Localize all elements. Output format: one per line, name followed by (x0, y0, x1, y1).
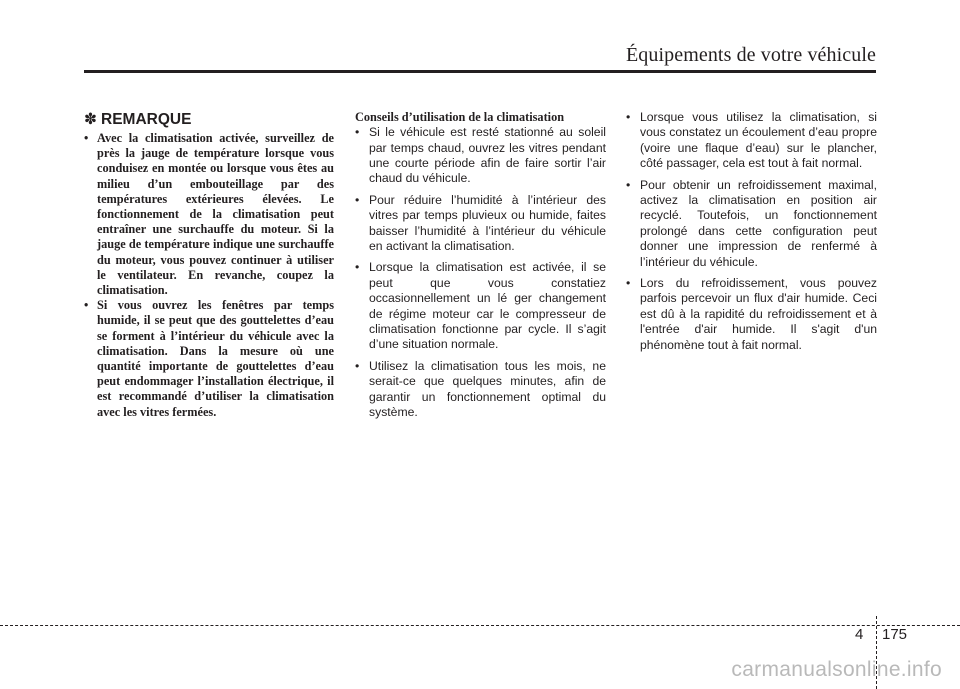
list-item (84, 131, 334, 298)
tips-list (626, 110, 877, 353)
list-item-text: Lorsque vous utilisez la climatisation, si vous constatez un écoulement d’eau propre (voire une flaque d’eau) sur le plancher, côté passager, cela est tout à fait normal. (640, 110, 877, 171)
bullet-icon: • (626, 177, 631, 192)
asterisk-icon: ✽ (84, 111, 97, 128)
list-item (84, 298, 334, 420)
watermark: carmanualsonline.info (731, 658, 942, 681)
bullet-icon: • (355, 260, 360, 275)
conseils-title: Conseils d’utilisation de la climatisation (355, 110, 565, 124)
bullet-icon: • (84, 298, 89, 313)
bullet-icon: • (84, 131, 89, 145)
list-item-text: Lors du refroidissement, vous pouvez parfois percevoir un flux d'air humide. Ceci est dû à la rapidité du refroidissement et à l'entrée d'air humide. Il s'agit d'un phénomène tout à fait normal. (640, 276, 877, 352)
list-item (355, 193, 606, 255)
page-number: 175 (882, 626, 908, 643)
bullet-icon: • (626, 110, 631, 124)
bullet-icon: • (626, 276, 631, 291)
list-item-text: Pour réduire l’humidité à l’intérieur des vitres par temps pluvieux ou humide, faites baisser l’humidité à l’intérieur du véhicule en activant la climatisation. (369, 192, 606, 254)
remarque-heading (84, 110, 334, 130)
bullet-icon: • (355, 358, 360, 373)
header-rule (84, 70, 876, 73)
conseils-list (355, 125, 606, 420)
tips-column (626, 110, 877, 359)
list-item (355, 359, 606, 421)
chapter-number: 4 (855, 626, 864, 643)
list-item (355, 125, 606, 187)
bullet-icon: • (355, 125, 360, 140)
list-item-text: Si le véhicule est resté stationné au soleil par temps chaud, ouvrez les vitres pendant une courte période afin de faire sortir l’air chaud du véhicule. (369, 125, 606, 186)
list-item-text: Lorsque la climatisation est activée, il se peut que vous constatiez occasionnellement un lé ger changement de régime moteur car le compresseur de climatisation fonctionne par cycle. Il s’agit d’une situation normale. (369, 260, 606, 352)
conseils-column (355, 110, 606, 427)
list-item-text: Avec la climatisation activée, surveillez de près la jauge de température lorsque vous conduisez en montée ou lorsque vous êtes au milieu d’un embouteillage par des températures extérieures élevées. Le fonctionnement de la climatisation peut entraîner une surchauffe du moteur. Si la jauge de température indique une surchauffe du moteur, vous pouvez continuer à utiliser le ventilateur. En revanche, coupez la climatisation. (97, 131, 334, 298)
section-title: Équipements de votre véhicule (625, 44, 876, 66)
list-item-text: Si vous ouvrez les fenêtres par temps humide, il se peut que des gouttelettes d’eau se forment à l’intérieur du véhicule avec la climatisation. Dans la mesure où une quantité importante de gouttelettes d’eau peut endommager l’installation électrique, il est recommandé d’utiliser la climatisation avec les vitres fermées. (97, 298, 334, 419)
list-item-text: Utilisez la climatisation tous les mois, ne serait-ce que quelques minutes, afin de garantir un fonctionnement optimal du système. (369, 358, 606, 420)
list-item (626, 110, 877, 172)
bullet-icon: • (355, 192, 360, 207)
list-item (355, 260, 606, 352)
list-item (626, 276, 877, 353)
footer-rule (0, 625, 960, 626)
remarque-list (84, 131, 334, 420)
list-item (626, 178, 877, 270)
list-item-text: Pour obtenir un refroidissement maximal, activez la climatisation en position air recyclé. Toutefois, un fonctionnement prolongé dans cette configuration peut donner une impression de renfermé à l’intérieur du véhicule. (640, 177, 877, 269)
remarque-title: REMARQUE (101, 111, 192, 128)
remarque-column (84, 110, 334, 420)
